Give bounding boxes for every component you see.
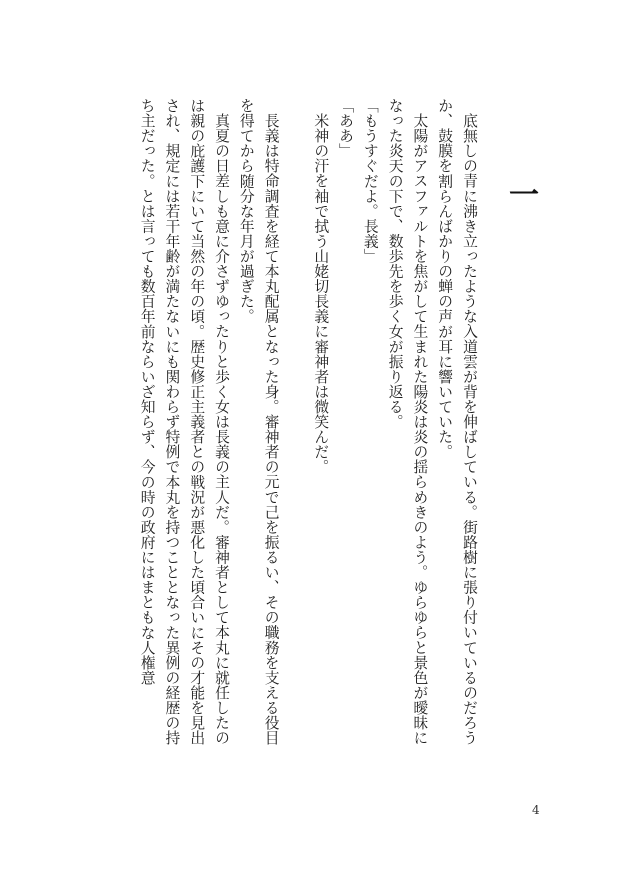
body-text bbox=[71, 98, 481, 758]
chapter-title: 一 bbox=[509, 178, 539, 213]
page-number: 4 bbox=[532, 803, 540, 817]
dialogue-line-1: 「もうすぐだよ。長義」 bbox=[361, 98, 379, 264]
paragraph-5: 真夏の日差しも意に介さずゆったりと歩く女は長義の主人だ。審神者として本丸に就任したのは親の庇護下にいて当然の年の頃。歴史修正主義者との戦況が悪化した頃合いにその才能を見出され、規定には若干年齢が満たないにも関わらず特例で本丸を持つこととなった異例の経歴の持ち主だった。とは言っても数百年前ならいざ知らず、今の時の政府にはまともな人権意 bbox=[138, 98, 231, 746]
dialogue-line-2: 「ああ」 bbox=[337, 98, 355, 159]
paragraph-3: 米神の汗を袖で拭う山姥切長義に審神者は微笑んだ。 bbox=[312, 112, 330, 474]
paragraph-1: 底無しの青に沸き立ったような入道雲が背を伸ばしている。街路樹に張り付いているのだろうか、鼓膜を割らんばかりの蝉の声が耳に響いていた。 bbox=[436, 98, 478, 745]
paragraph-4: 長義は特命調査を経て本丸配属となった身。審神者の元で己を振るい、その職務を支える役目を得てから随分な年月が過ぎた。 bbox=[237, 98, 280, 745]
paragraph-2: 太陽がアスファルトを焦がして生まれた陽炎は炎の揺らめきのよう。ゆらゆらと景色が曖昧になった炎天の下で、数歩先を歩く女が振り返る。 bbox=[386, 98, 429, 745]
paragraph-gap bbox=[283, 98, 308, 758]
